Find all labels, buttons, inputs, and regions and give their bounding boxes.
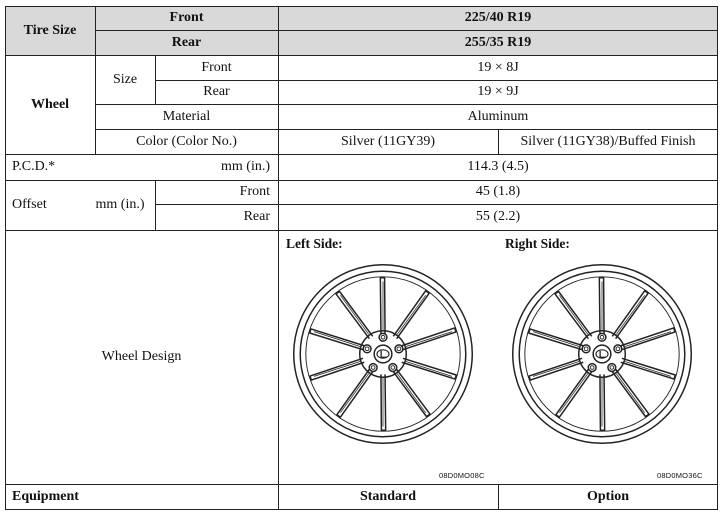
lug-nut bbox=[369, 364, 377, 372]
tire-size-label: Tire Size bbox=[23, 22, 77, 38]
lug-nut bbox=[379, 333, 387, 341]
right-wheel-drawing bbox=[509, 261, 695, 447]
wheel-front-label: Front bbox=[201, 59, 232, 75]
material-value: Aluminum bbox=[467, 108, 529, 124]
color-standard-value: Silver (11GY39) bbox=[341, 133, 435, 149]
tire-rear-value: 255/35 R19 bbox=[464, 34, 532, 50]
offset-unit: mm (in.) bbox=[95, 197, 145, 212]
equipment-option: Option bbox=[586, 489, 629, 504]
lug-nut-inner bbox=[610, 366, 614, 370]
emblem-mark bbox=[381, 351, 387, 358]
tire-front-value: 225/40 R19 bbox=[464, 10, 532, 25]
spoke-ridge bbox=[559, 374, 587, 413]
spoke-ridge bbox=[397, 295, 425, 334]
lug-nut-inner bbox=[391, 366, 395, 370]
wheel-lines bbox=[513, 265, 692, 444]
right-side-label: Right Side: bbox=[505, 236, 570, 251]
spoke-ridge bbox=[397, 374, 425, 413]
left-wheel-drawing bbox=[290, 261, 476, 447]
wheel-front-value: 19 × 8J bbox=[477, 59, 519, 75]
spoke-ridge bbox=[625, 332, 671, 347]
hub bbox=[579, 331, 626, 378]
lug-nut-inner bbox=[381, 335, 385, 339]
tire-front-label: Front bbox=[169, 10, 204, 25]
spoke-ridge bbox=[314, 332, 360, 347]
spoke-ridge bbox=[340, 295, 368, 334]
lug-nut bbox=[608, 364, 616, 372]
lug-nut-inner bbox=[600, 335, 604, 339]
lug-nut bbox=[582, 345, 590, 353]
hub bbox=[360, 331, 407, 378]
lug-nut-inner bbox=[584, 347, 588, 351]
wheel-rear-value: 19 × 9J bbox=[477, 84, 519, 99]
pcd-label: P.C.D.* bbox=[12, 159, 56, 174]
lug-nut bbox=[395, 345, 403, 353]
wheel-size-label: Size bbox=[112, 71, 138, 87]
pcd-value: 114.3 (4.5) bbox=[467, 159, 529, 174]
pcd-unit: mm (in.) bbox=[221, 159, 270, 174]
lug-nut-inner bbox=[397, 347, 401, 351]
emblem-mark bbox=[600, 351, 606, 358]
lug-nut bbox=[598, 333, 606, 341]
spoke-ridge bbox=[559, 295, 587, 334]
color-option-value: Silver (11GY38)/Buffed Finish bbox=[520, 133, 696, 149]
offset-label: Offset bbox=[12, 197, 47, 212]
equipment-standard: Standard bbox=[359, 489, 417, 504]
spoke-ridge bbox=[314, 361, 360, 376]
wheel-rear-label: Rear bbox=[203, 84, 230, 99]
equipment-label: Equipment bbox=[12, 489, 79, 504]
spoke-ridge bbox=[533, 361, 579, 376]
offset-rear-value: 55 (2.2) bbox=[475, 209, 521, 224]
lug-nut-inner bbox=[365, 347, 369, 351]
spoke-ridge bbox=[340, 374, 368, 413]
lug-nut bbox=[614, 345, 622, 353]
left-side-label: Left Side: bbox=[286, 236, 343, 251]
offset-rear-label: Rear bbox=[243, 209, 270, 224]
spoke-ridge bbox=[616, 295, 644, 334]
spoke-ridge bbox=[406, 332, 452, 347]
spoke-ridge bbox=[406, 361, 452, 376]
wheel-label: Wheel bbox=[30, 96, 70, 112]
color-label: Color (Color No.) bbox=[136, 133, 237, 149]
lug-nut bbox=[389, 364, 397, 372]
spoke-ridge bbox=[616, 374, 644, 413]
offset-front-label: Front bbox=[239, 184, 270, 199]
lug-nut-inner bbox=[371, 366, 375, 370]
lug-nut bbox=[588, 364, 596, 372]
right-wheel-code: 08D0MO36C bbox=[657, 471, 703, 480]
wheel-design-label: Wheel Design bbox=[101, 349, 182, 364]
spec-table bbox=[5, 6, 718, 510]
offset-front-value: 45 (1.8) bbox=[475, 184, 521, 199]
left-wheel-code: 08D0MO08C bbox=[439, 471, 485, 480]
tire-rear-label: Rear bbox=[171, 34, 202, 50]
lug-nut-inner bbox=[616, 347, 620, 351]
spoke-ridge bbox=[533, 332, 579, 347]
lug-nut-inner bbox=[590, 366, 594, 370]
wheel-lines bbox=[294, 265, 473, 444]
spoke-ridge bbox=[625, 361, 671, 376]
lug-nut bbox=[363, 345, 371, 353]
material-label: Material bbox=[162, 108, 211, 124]
